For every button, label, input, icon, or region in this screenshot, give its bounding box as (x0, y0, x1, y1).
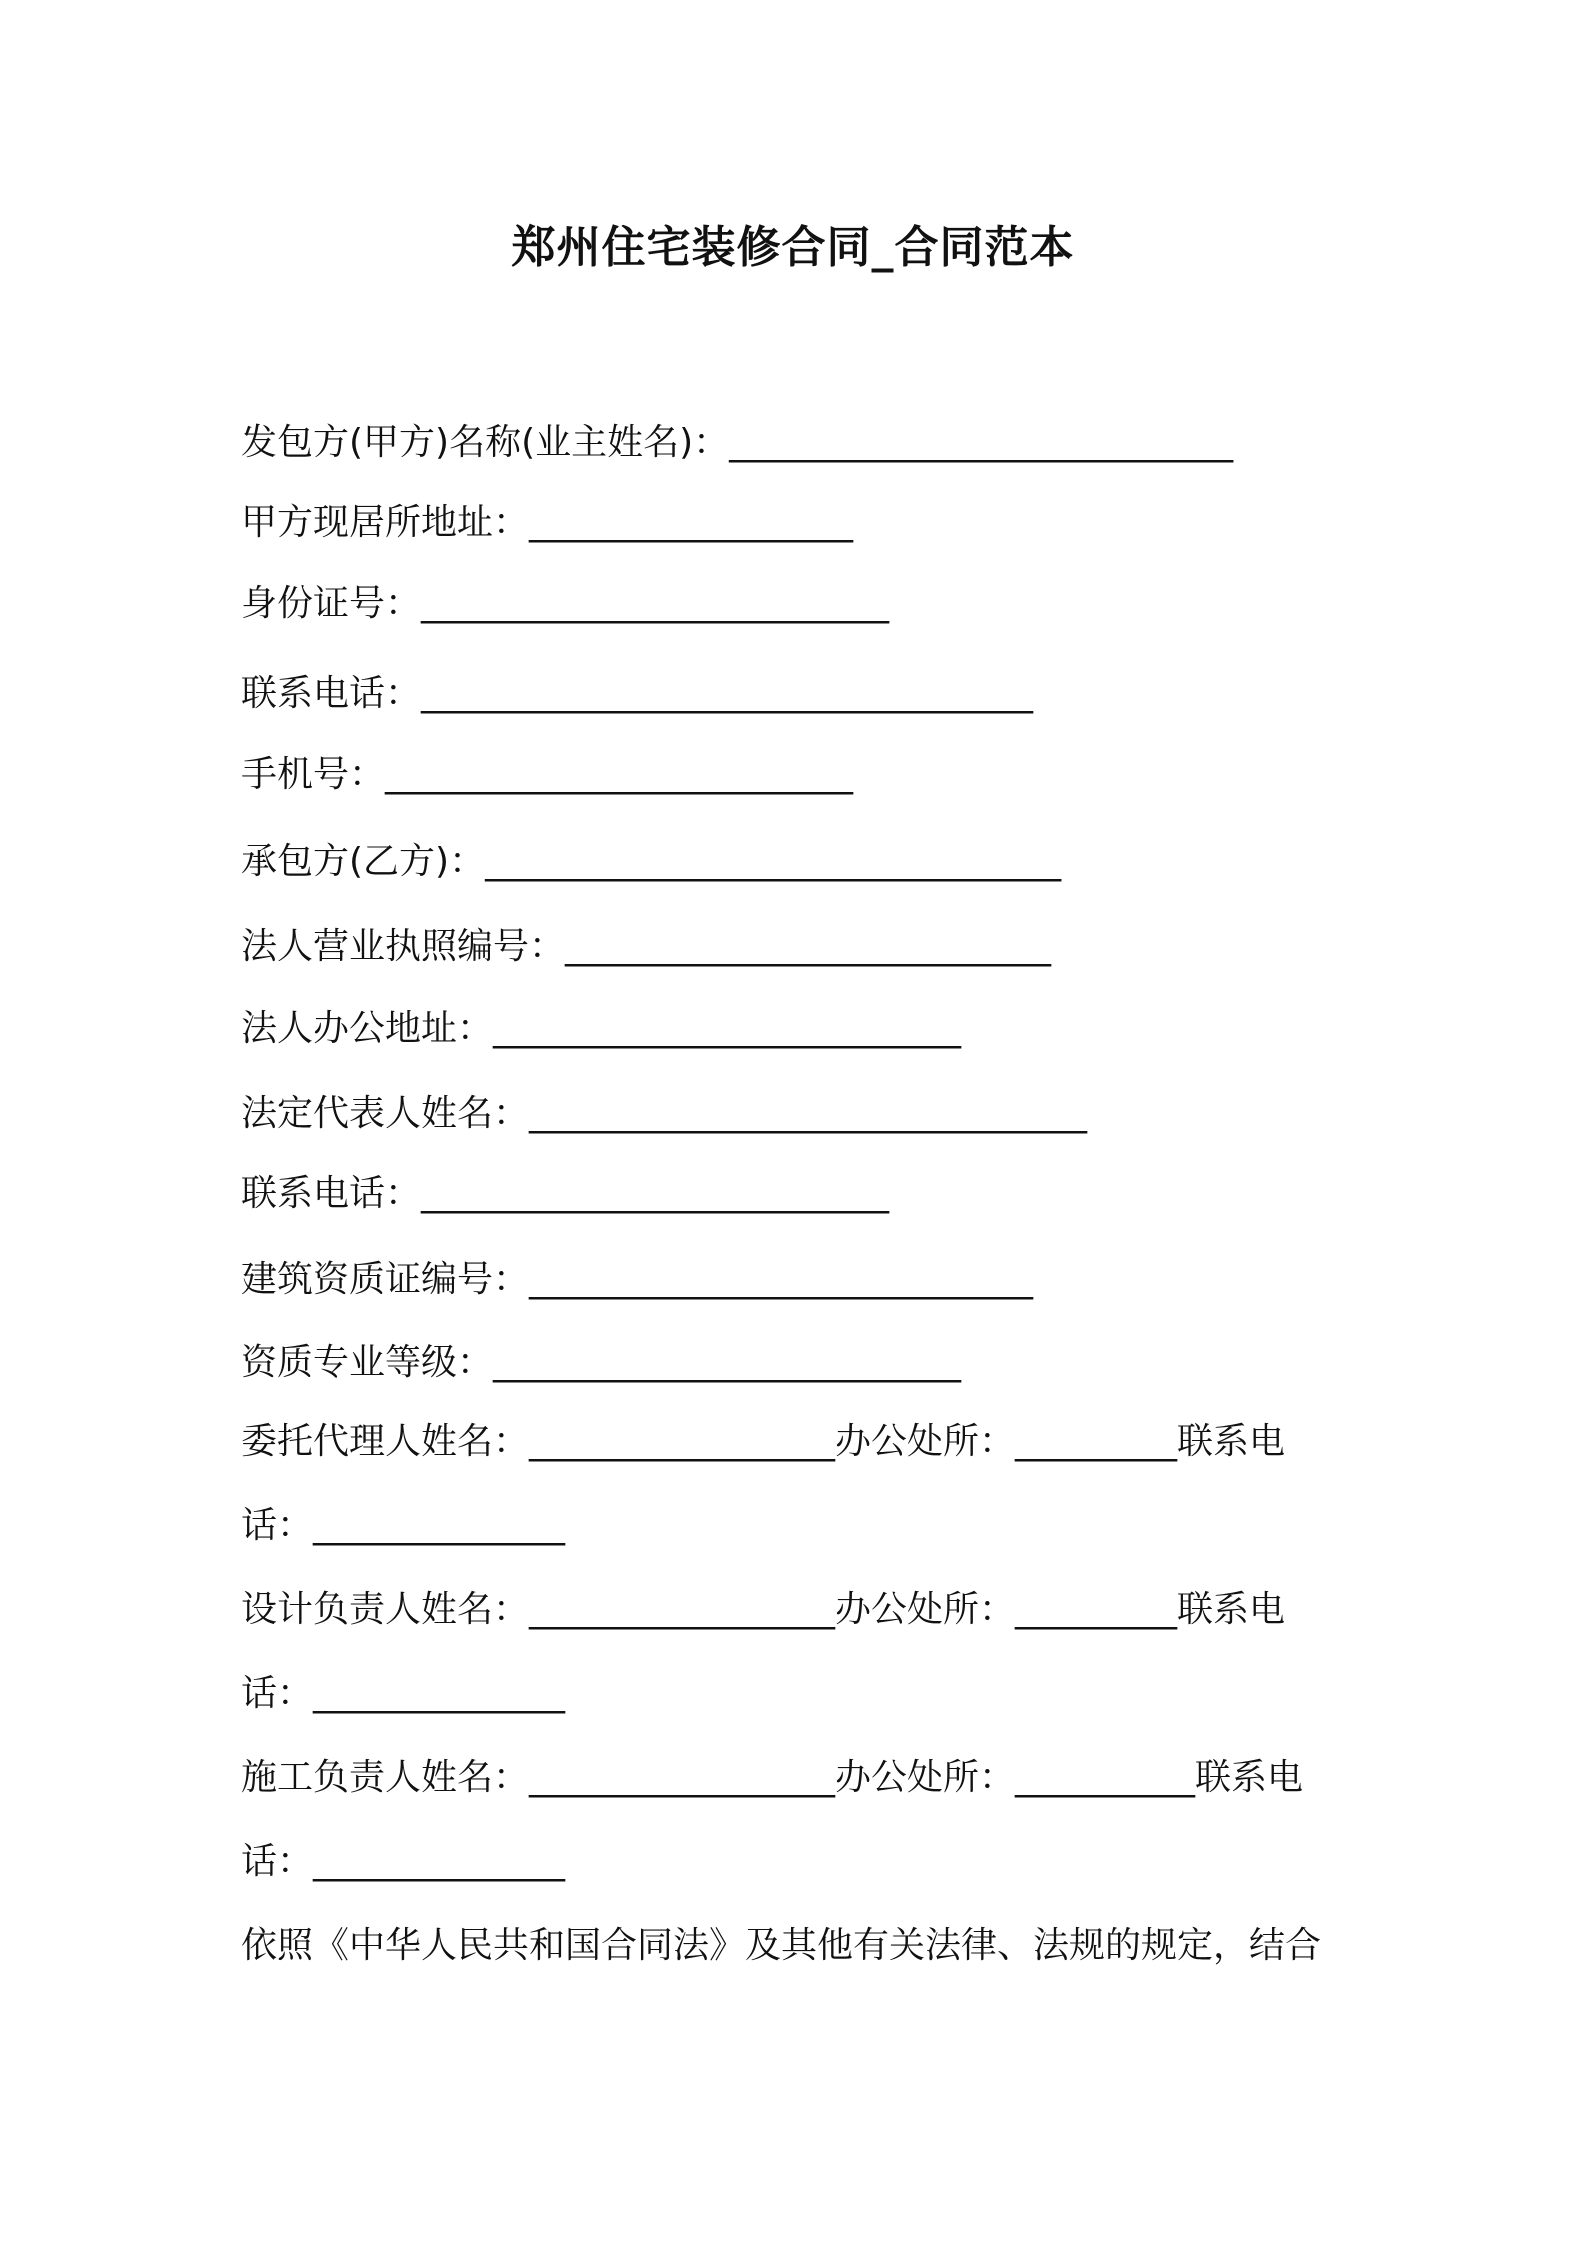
field-construction-lead: 施工负责人姓名：_________________办公处所：__________联系电 (241, 1757, 1304, 1798)
field-owner-name: 发包方(甲方)名称(业主姓名)：____________________________ (241, 422, 1234, 463)
document-title: 郑州住宅装修合同_合同范本 (511, 222, 1075, 273)
field-party-b: 承包方(乙方)：________________________________ (241, 841, 1062, 882)
field-office-address: 法人办公地址：__________________________ (241, 1008, 962, 1049)
body-paragraph: 依照《中华人民共和国合同法》及其他有关法律、法规的规定，结合 (241, 1925, 1322, 1966)
field-construction-lead-phone: 话：______________ (241, 1841, 566, 1882)
field-agent-phone: 话：______________ (241, 1505, 566, 1546)
field-qualification-grade: 资质专业等级：__________________________ (241, 1342, 962, 1383)
field-license-number: 法人营业执照编号：___________________________ (241, 926, 1052, 967)
field-design-lead-phone: 话：______________ (241, 1673, 566, 1714)
field-mobile: 手机号：__________________________ (241, 754, 854, 795)
field-party-b-phone: 联系电话：__________________________ (241, 1173, 890, 1214)
field-design-lead: 设计负责人姓名：_________________办公处所：_________联系电 (241, 1589, 1286, 1630)
field-party-a-address: 甲方现居所地址：__________________ (241, 502, 854, 543)
field-id-number: 身份证号：__________________________ (241, 583, 890, 624)
field-phone: 联系电话：__________________________________ (241, 673, 1034, 714)
field-qualification-number: 建筑资质证编号：____________________________ (241, 1259, 1034, 1300)
field-legal-representative: 法定代表人姓名：_______________________________ (241, 1093, 1088, 1134)
field-agent: 委托代理人姓名：_________________办公处所：_________联系电 (241, 1421, 1286, 1462)
